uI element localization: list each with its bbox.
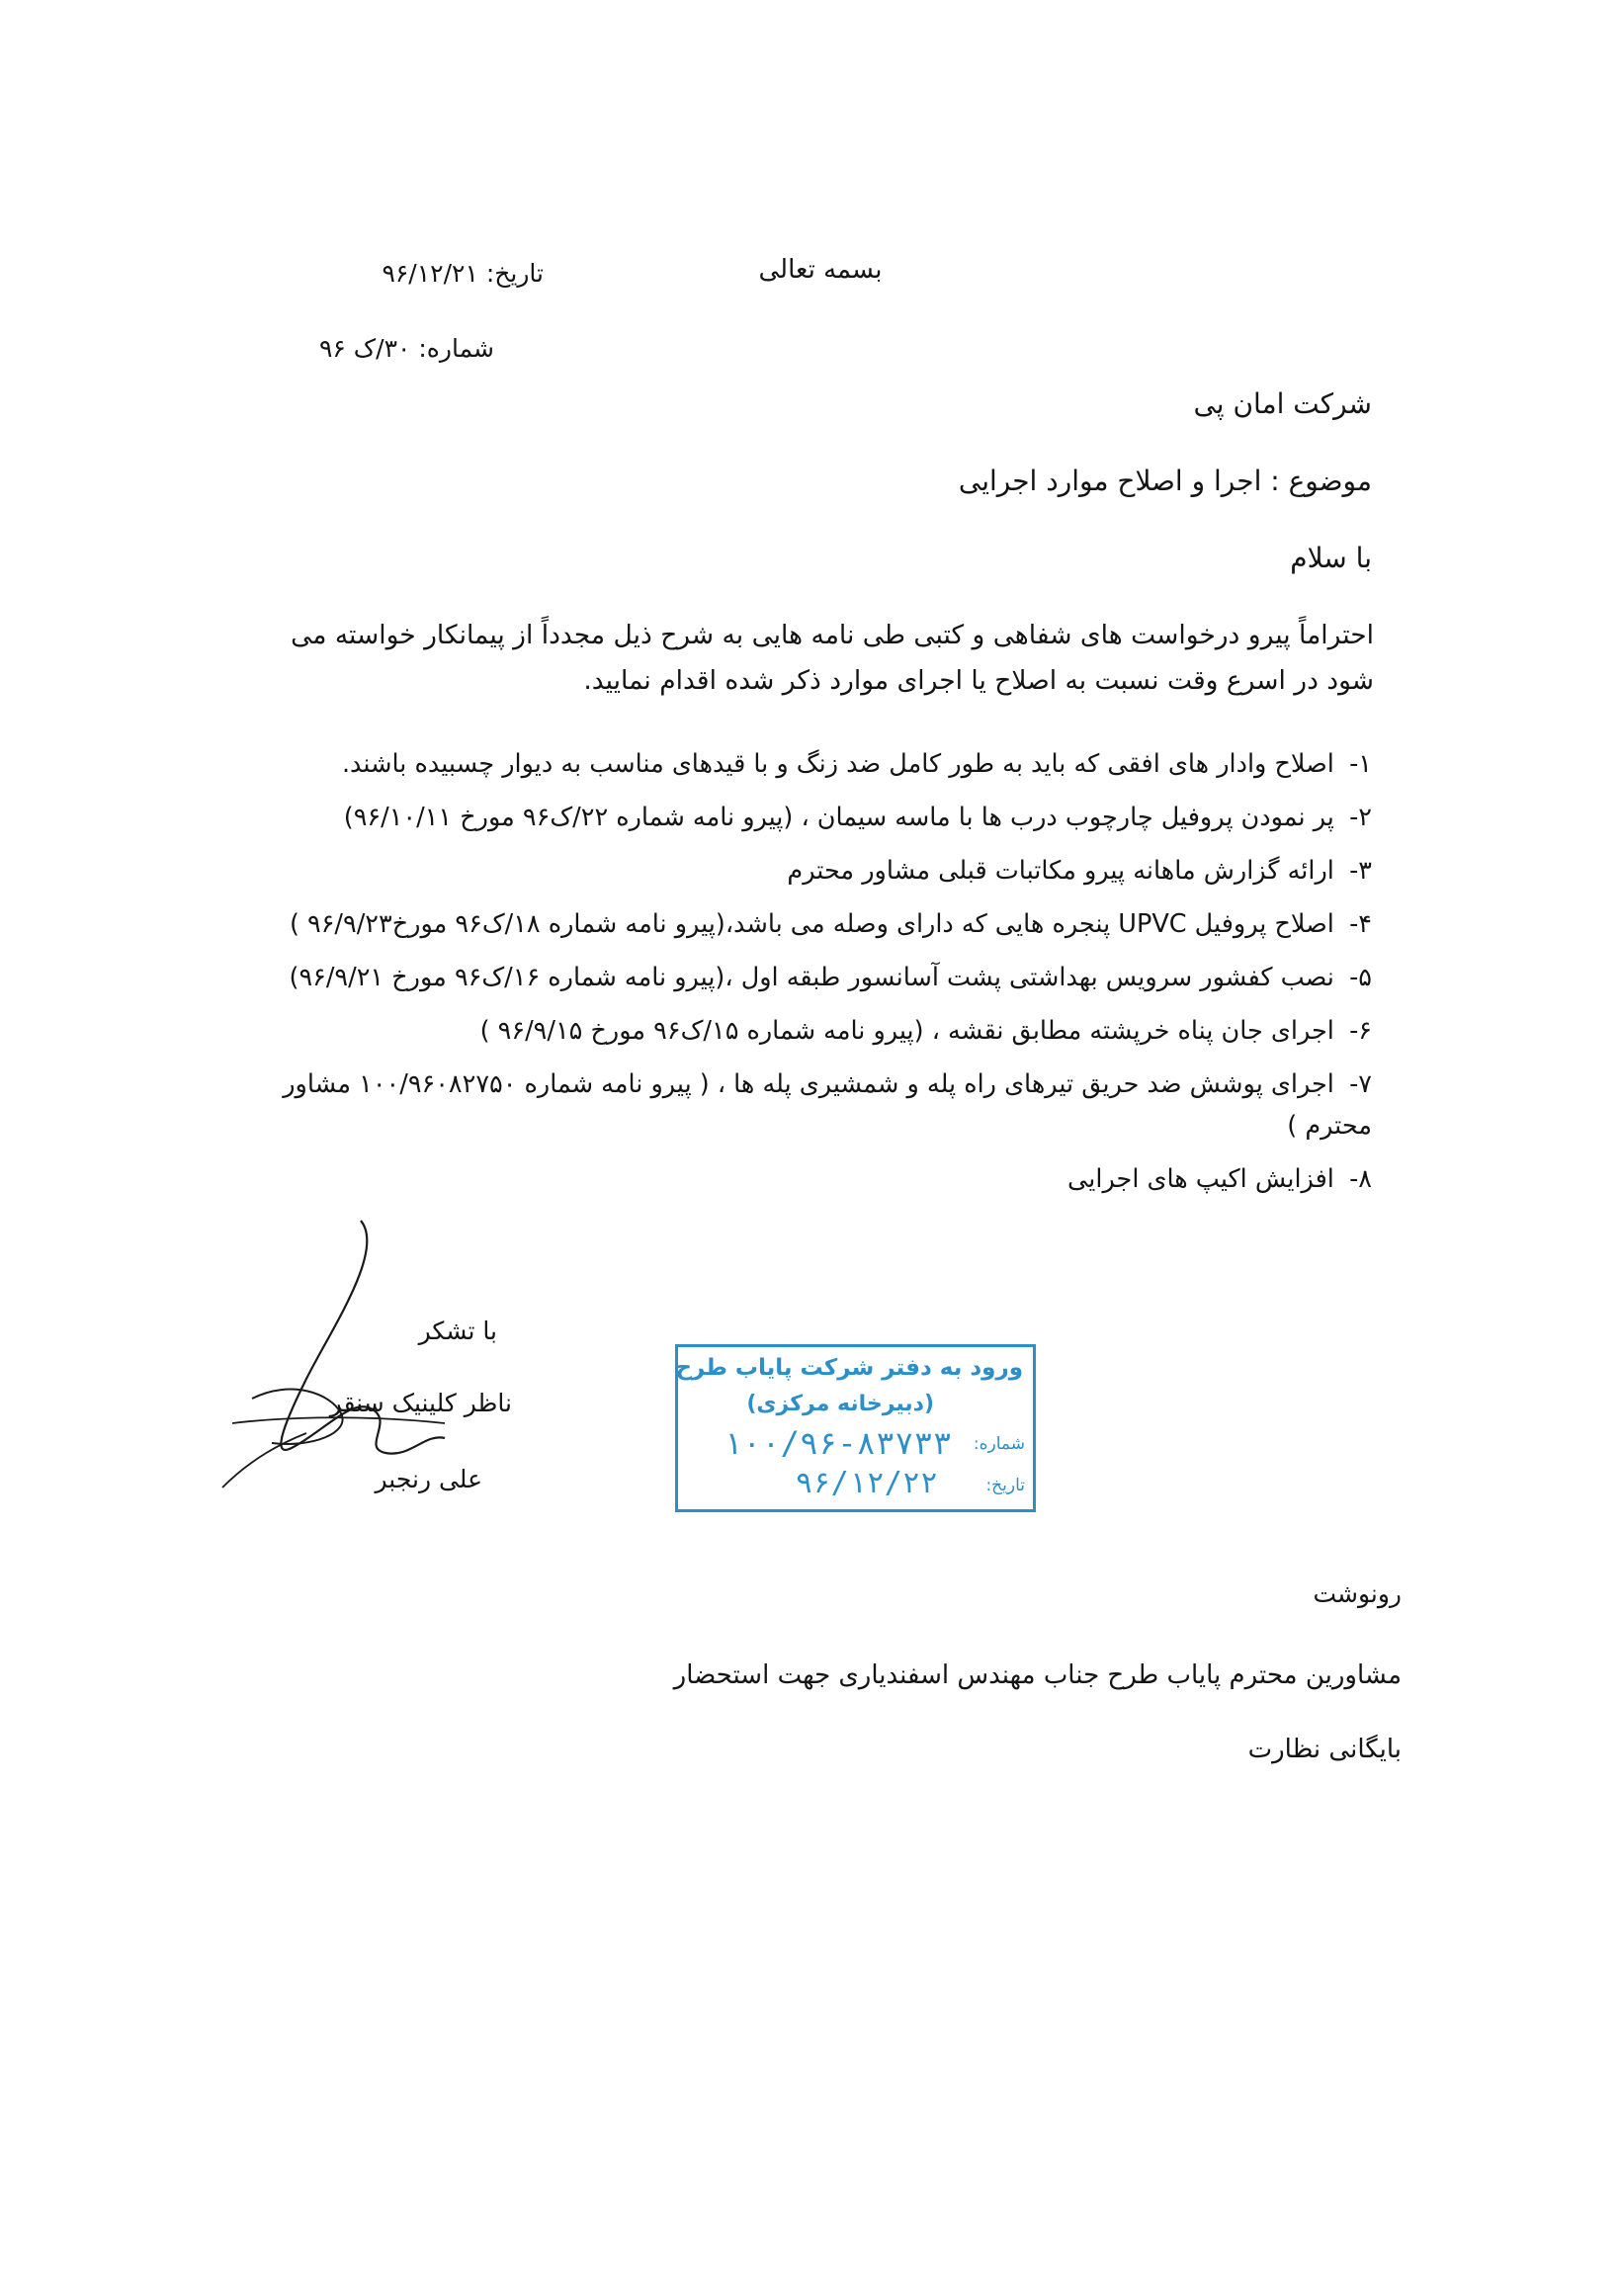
stamp-date-value: ۹۶/۱۲/۲۲ [795,1466,938,1500]
date-value: ۹۶/۱۲/۲۱ [382,259,478,288]
list-item [265,797,1372,838]
list-item [265,1158,1372,1200]
cc-recipient: بایگانی نظارت [1247,1735,1402,1764]
list-item [265,957,1372,998]
handwritten-signature [213,1211,469,1507]
number-label: شماره: [418,334,494,363]
subject-line: موضوع : اجرا و اصلاح موارد اجرایی [958,465,1372,497]
recipient: شرکت امان پی [1193,387,1372,420]
item-text: پر نمودن پروفیل چارچوب درب ها با ماسه سیمان ، (پیرو نامه شماره ۲۲/ک۹۶ مورخ ۹۶/۱۰/۱۱) [343,803,1334,832]
number-line [277,334,494,363]
item-number: ۶- [1349,1016,1372,1046]
stamp-org: ورود به دفتر شرکت پایاب طرح [675,1355,1023,1381]
stamp-number-label: شماره: [973,1434,1025,1454]
cc-label: رونوشت [1313,1579,1402,1608]
date-label: تاریخ: [485,259,544,288]
item-number: ۵- [1349,963,1372,992]
item-number: ۳- [1349,856,1372,886]
item-number: ۴- [1349,909,1372,939]
letter-heading: بسمه تعالی [758,255,883,285]
list-item [265,743,1372,785]
item-text: اصلاح پروفیل UPVC پنجره هایی که دارای وصله می باشد،(پیرو نامه شماره ۱۸/ک۹۶ مورخ۹۶/۹/۲۳ ) [289,909,1334,939]
date-line [277,259,544,288]
list-item [265,1010,1372,1052]
request-list [265,743,1372,1212]
greeting: با سلام [1290,542,1372,574]
receipt-stamp [675,1344,1036,1512]
list-item [265,850,1372,892]
item-number: ۱- [1349,749,1372,779]
number-value: ۳۰/ک ۹۶ [318,334,411,363]
closing-line: با تشکر [418,1317,497,1345]
item-text: ارائه گزارش ماهانه پیرو مکاتبات قبلی مشاور محترم [787,856,1334,886]
stamp-number-value: ۱۰۰/۹۶-۸۳۷۳۳ [723,1424,952,1462]
item-text: اجرای جان پناه خرپشته مطابق نقشه ، (پیرو نامه شماره ۱۵/ک۹۶ مورخ ۹۶/۹/۱۵ ) [479,1016,1334,1046]
item-number: ۸- [1349,1164,1372,1194]
intro-paragraph: احتراماً پیرو درخواست های شفاهی و کتبی طی نامه هایی به شرح ذیل مجدداً از پیمانکار خواسته می شود در اسرع وقت نسبت به اصلاح یا اجرای موارد ذکر شده اقدام نمایید. [291,620,1374,696]
item-text: نصب کفشور سرویس بهداشتی پشت آسانسور طبقه اول ،(پیرو نامه شماره ۱۶/ک۹۶ مورخ ۹۶/۹/۲۱) [289,963,1334,992]
stamp-date-label: تاریخ: [985,1476,1025,1495]
item-text: اصلاح وادار های افقی که باید به طور کامل ضد زنگ و با قیدهای مناسب به دیوار چسبیده باشند. [341,749,1334,779]
list-item [265,1063,1372,1147]
item-text: اجرای پوشش ضد حریق تیرهای راه پله و شمشیری پله ها ، ( پیرو نامه شماره ۱۰۰/۹۶۰۸۲۷۵۰ مشاور محترم ) [283,1069,1372,1141]
item-number: ۲- [1349,803,1372,832]
item-text: افزایش اکیپ های اجرایی [1067,1164,1334,1194]
signer-title: ناظر کلینیک سنقر [329,1389,512,1417]
item-number: ۷- [1349,1069,1372,1099]
cc-recipient: مشاورین محترم پایاب طرح جناب مهندس اسفندیاری جهت استحضار [673,1660,1402,1690]
signer-name: علی رنجبر [375,1465,482,1493]
list-item [265,903,1372,945]
stamp-dept: (دبیرخانه مرکزی) [746,1392,934,1416]
